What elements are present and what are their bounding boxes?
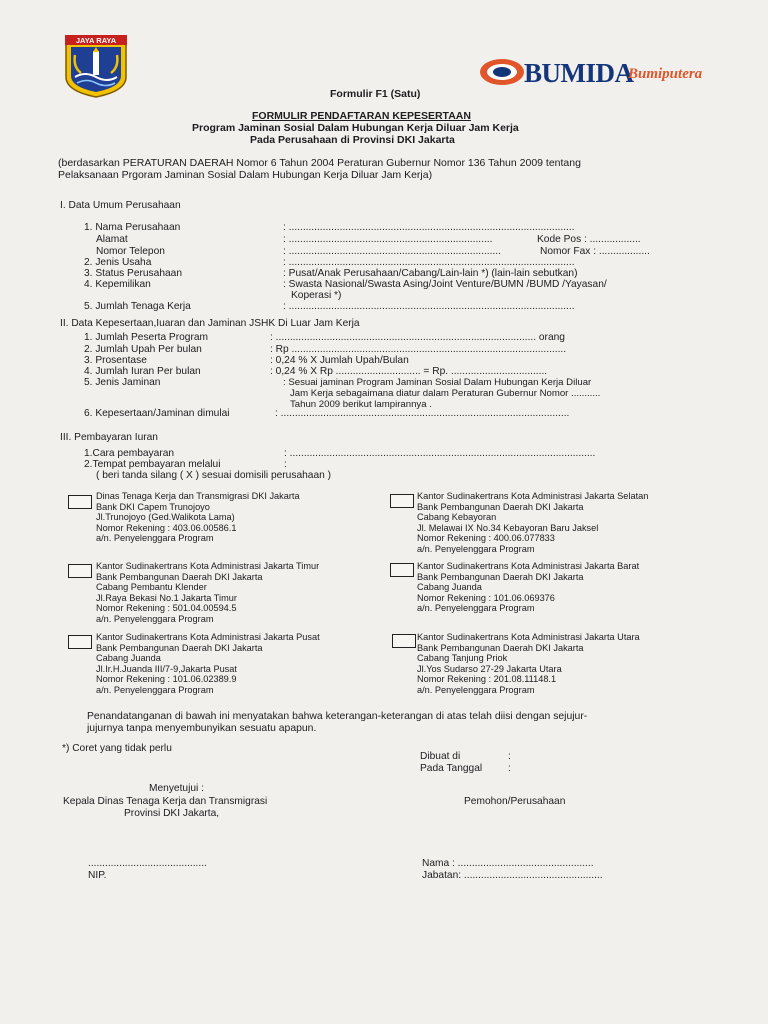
section-2-heading: II. Data Kepesertaan,Iuaran dan Jaminan JSHK Di Luar Jam Kerja bbox=[60, 318, 360, 329]
label-alamat: Alamat bbox=[96, 234, 128, 245]
label-dibuat-di: Dibuat di bbox=[420, 751, 461, 762]
label-jumlah-tenaga-kerja: 5. Jumlah Tenaga Kerja bbox=[84, 301, 191, 312]
checkbox-jakarta-timur[interactable] bbox=[68, 564, 92, 578]
value-kepemilikan-2: Koperasi *) bbox=[291, 290, 342, 301]
label-tempat-pembayaran: 2.Tempat pembayaran melalui bbox=[84, 459, 221, 470]
label-nip: NIP. bbox=[88, 870, 107, 881]
label-cara-pembayaran: 1.Cara pembayaran bbox=[84, 448, 175, 459]
option-jakarta-pusat bbox=[96, 632, 320, 695]
option-line: Kantor Sudinakertrans Kota Administrasi Jakarta Timur bbox=[96, 561, 320, 571]
field-jumlah-tenaga-kerja[interactable]: : ..................................................................................................... bbox=[283, 301, 575, 312]
field-nomor-telepon[interactable]: : ........................................................................... bbox=[283, 246, 501, 257]
section-1-heading: I. Data Umum Perusahaan bbox=[60, 200, 181, 211]
option-line: Jl. Melawai IX No.34 Kebayoran Baru Jaksel bbox=[417, 522, 599, 533]
label-jenis-usaha: 2. Jenis Usaha bbox=[84, 257, 152, 268]
label-pada-tanggal: Pada Tanggal bbox=[420, 763, 483, 774]
label-jumlah-peserta: 1. Jumlah Peserta Program bbox=[84, 332, 209, 343]
option-line: Cabang Tanjung Priok bbox=[417, 653, 508, 663]
label-prosentase: 3. Prosentase bbox=[84, 355, 147, 366]
value-prosentase: : 0,24 % X Jumlah Upah/Bulan bbox=[270, 355, 409, 366]
option-line: Jl.Ir.H.Juanda III/7-9,Jakarta Pusat bbox=[96, 663, 237, 674]
checkbox-jakarta-barat[interactable] bbox=[390, 563, 414, 577]
crest-banner-text: JAYA RAYA bbox=[75, 36, 117, 45]
option-jakarta-selatan bbox=[417, 491, 648, 554]
checkbox-jakarta-pusat[interactable] bbox=[68, 635, 92, 649]
option-jakarta-utara bbox=[417, 632, 640, 695]
form-subtitle-1: Program Jaminan Sosial Dalam Hubungan Kerja Diluar Jam Kerja bbox=[192, 122, 519, 134]
label-menyetujui: Menyetujui : bbox=[149, 783, 204, 794]
section-3-heading: III. Pembayaran Iuran bbox=[60, 432, 158, 443]
option-line: Bank Pembangunan Daerah DKI Jakarta bbox=[417, 642, 584, 653]
label-nomor-telepon: Nomor Telepon bbox=[96, 246, 165, 257]
footnote: *) Coret yang tidak perlu bbox=[62, 743, 172, 754]
label-jumlah-iuran: 4. Jumlah Iuran Per bulan bbox=[84, 366, 201, 377]
label-kepesertaan-dimulai: 6. Kepesertaan/Jaminan dimulai bbox=[84, 408, 230, 419]
option-line: a/n. Penyelenggara Program bbox=[417, 543, 535, 554]
field-jabatan[interactable]: Jabatan: ................................................. bbox=[422, 870, 603, 881]
option-line: Nomor Rekening : 101.06.02389.9 bbox=[96, 674, 237, 684]
label-pemohon: Pemohon/Perusahaan bbox=[464, 796, 566, 807]
option-line: Bank Pembangunan Daerah DKI Jakarta bbox=[96, 642, 263, 653]
option-line: Bank DKI Capem Trunojoyo bbox=[96, 501, 210, 512]
option-dinas-dki bbox=[96, 491, 300, 544]
field-kode-pos[interactable]: Kode Pos : .................. bbox=[537, 234, 641, 245]
field-dibuat-di[interactable]: : bbox=[508, 751, 511, 762]
approver-signature-line[interactable]: .......................................... bbox=[88, 858, 207, 869]
declaration-line-1: Penandatanganan di bawah ini menyatakan bahwa keterangan-keterangan di atas telah diisi dengan sejujur- bbox=[87, 711, 588, 722]
field-nomor-fax[interactable]: Nomor Fax : .................. bbox=[540, 246, 650, 257]
option-line: Bank Pembangunan Daerah DKI Jakarta bbox=[417, 501, 584, 512]
field-alamat[interactable]: : ........................................................................ bbox=[283, 234, 493, 245]
value-jenis-jaminan-1: : Sesuai jaminan Program Jaminan Sosial Dalam Hubungan Kerja Diluar bbox=[283, 377, 592, 388]
field-jumlah-upah[interactable]: : Rp ................................................................................................. bbox=[270, 344, 567, 355]
legal-basis-line-2: Pelaksanaan Prgoram Jaminan Sosial Dalam Hubungan Kerja Diluar Jam Kerja) bbox=[58, 169, 433, 181]
field-jenis-usaha[interactable]: : ..................................................................................................... bbox=[283, 257, 575, 268]
option-line: Kantor Sudinakertrans Kota Administrasi Jakarta Barat bbox=[417, 561, 640, 571]
option-line: Cabang Juanda bbox=[417, 582, 482, 592]
label-nama-perusahaan: 1. Nama Perusahaan bbox=[84, 222, 181, 233]
option-line: a/n. Penyelenggara Program bbox=[96, 533, 214, 543]
label-jenis-jaminan: 5. Jenis Jaminan bbox=[84, 377, 161, 388]
approver-title-2: Provinsi DKI Jakarta, bbox=[124, 808, 220, 819]
field-kepesertaan-dimulai[interactable]: : ...................................................................................................... bbox=[275, 408, 570, 419]
option-line: Bank Pembangunan Daerah DKI Jakarta bbox=[96, 571, 263, 582]
value-jenis-jaminan-3: Tahun 2009 berikut lampirannya . bbox=[290, 399, 432, 410]
option-line: Cabang Pembantu Klender bbox=[96, 582, 207, 592]
option-line: Jl.Raya Bekasi No.1 Jakarta Timur bbox=[96, 592, 237, 603]
checkbox-jakarta-utara[interactable] bbox=[392, 634, 416, 648]
option-line: a/n. Penyelenggara Program bbox=[96, 684, 214, 695]
approver-title-1: Kepala Dinas Tenaga Kerja dan Transmigrasi bbox=[63, 796, 268, 807]
field-nama[interactable]: Nama : ................................................ bbox=[422, 858, 594, 869]
form-subtitle-2: Pada Perusahaan di Provinsi DKI Jakarta bbox=[250, 134, 455, 146]
option-line: Nomor Rekening : 403.06.00586.1 bbox=[96, 522, 237, 533]
option-line: Nomor Rekening : 201.08.11148.1 bbox=[417, 674, 557, 684]
option-line: Dinas Tenaga Kerja dan Transmigrasi DKI Jakarta bbox=[96, 491, 300, 501]
label-kepemilikan: 4. Kepemilikan bbox=[84, 279, 151, 290]
declaration-line-2: jujurnya tanpa menyembunyikan sesuatu apapun. bbox=[87, 723, 317, 734]
option-line: Kantor Sudinakertrans Kota Administrasi Jakarta Utara bbox=[417, 632, 640, 642]
field-tempat-pembayaran[interactable]: : bbox=[284, 459, 287, 470]
option-line: Nomor Rekening : 400.06.077833 bbox=[417, 533, 555, 543]
option-line: a/n. Penyelenggara Program bbox=[96, 613, 214, 624]
field-nama-perusahaan[interactable]: : ..................................................................................................... bbox=[283, 222, 575, 233]
bumida-brand-sub: Bumiputera bbox=[628, 66, 703, 82]
checkbox-jakarta-selatan[interactable] bbox=[390, 494, 414, 508]
option-line: Nomor Rekening : 501.04.00594.5 bbox=[96, 603, 237, 613]
legal-basis-line-1: (berdasarkan PERATURAN DAERAH Nomor 6 Tahun 2004 Peraturan Gubernur Nomor 136 Tahun 2009 tentang bbox=[58, 157, 581, 169]
value-kepemilikan-1: : Swasta Nasional/Swasta Asing/Joint Venture/BUMN /BUMD /Yayasan/ bbox=[283, 279, 607, 290]
field-cara-pembayaran[interactable]: : ............................................................................................................ bbox=[284, 448, 596, 459]
option-line: Cabang Juanda bbox=[96, 653, 161, 663]
option-line: Bank Pembangunan Daerah DKI Jakarta bbox=[417, 571, 584, 582]
bumida-brand-name: BUMIDA bbox=[524, 58, 634, 88]
option-line: a/n. Penyelenggara Program bbox=[417, 603, 535, 613]
option-line: Jl.Yos Sudarso 27-29 Jakarta Utara bbox=[417, 663, 562, 674]
option-line: a/n. Penyelenggara Program bbox=[417, 684, 535, 695]
bumida-logo bbox=[478, 52, 728, 92]
form-number: Formulir F1 (Satu) bbox=[330, 88, 421, 100]
option-jakarta-timur bbox=[96, 561, 319, 624]
value-jenis-jaminan-2: Jam Kerja sebagaimana diatur dalam Peraturan Gubernur Nomor ........... bbox=[290, 388, 601, 399]
label-jumlah-upah: 2. Jumlah Upah Per bulan bbox=[84, 344, 202, 355]
jakarta-crest-logo bbox=[61, 33, 131, 99]
form-title: FORMULIR PENDAFTARAN KEPESERTAAN bbox=[252, 110, 471, 122]
bumida-emblem-icon bbox=[478, 52, 526, 92]
field-jumlah-iuran[interactable]: : 0,24 % X Rp .............................. = Rp. .................................. bbox=[270, 366, 548, 377]
option-line: Jl.Trunojoyo (Ged.Walikota Lama) bbox=[96, 512, 235, 522]
option-line: Cabang Kebayoran bbox=[417, 512, 497, 522]
option-line: Kantor Sudinakertrans Kota Administrasi Jakarta Pusat bbox=[96, 632, 320, 642]
option-line: Nomor Rekening : 101.06.069376 bbox=[417, 592, 555, 603]
label-status-perusahaan: 3. Status Perusahaan bbox=[84, 268, 182, 279]
option-line: Kantor Sudinakertrans Kota Administrasi Jakarta Selatan bbox=[417, 491, 649, 501]
option-jakarta-barat bbox=[417, 561, 639, 614]
field-jumlah-peserta[interactable]: : ............................................................................................ orang bbox=[270, 332, 565, 343]
field-pada-tanggal[interactable]: : bbox=[508, 763, 511, 774]
payment-instruction: ( beri tanda silang ( X ) sesuai domisili perusahaan ) bbox=[96, 470, 331, 481]
value-status-perusahaan: : Pusat/Anak Perusahaan/Cabang/Lain-lain *) (lain-lain sebutkan) bbox=[283, 268, 578, 279]
checkbox-dinas-dki[interactable] bbox=[68, 495, 92, 509]
